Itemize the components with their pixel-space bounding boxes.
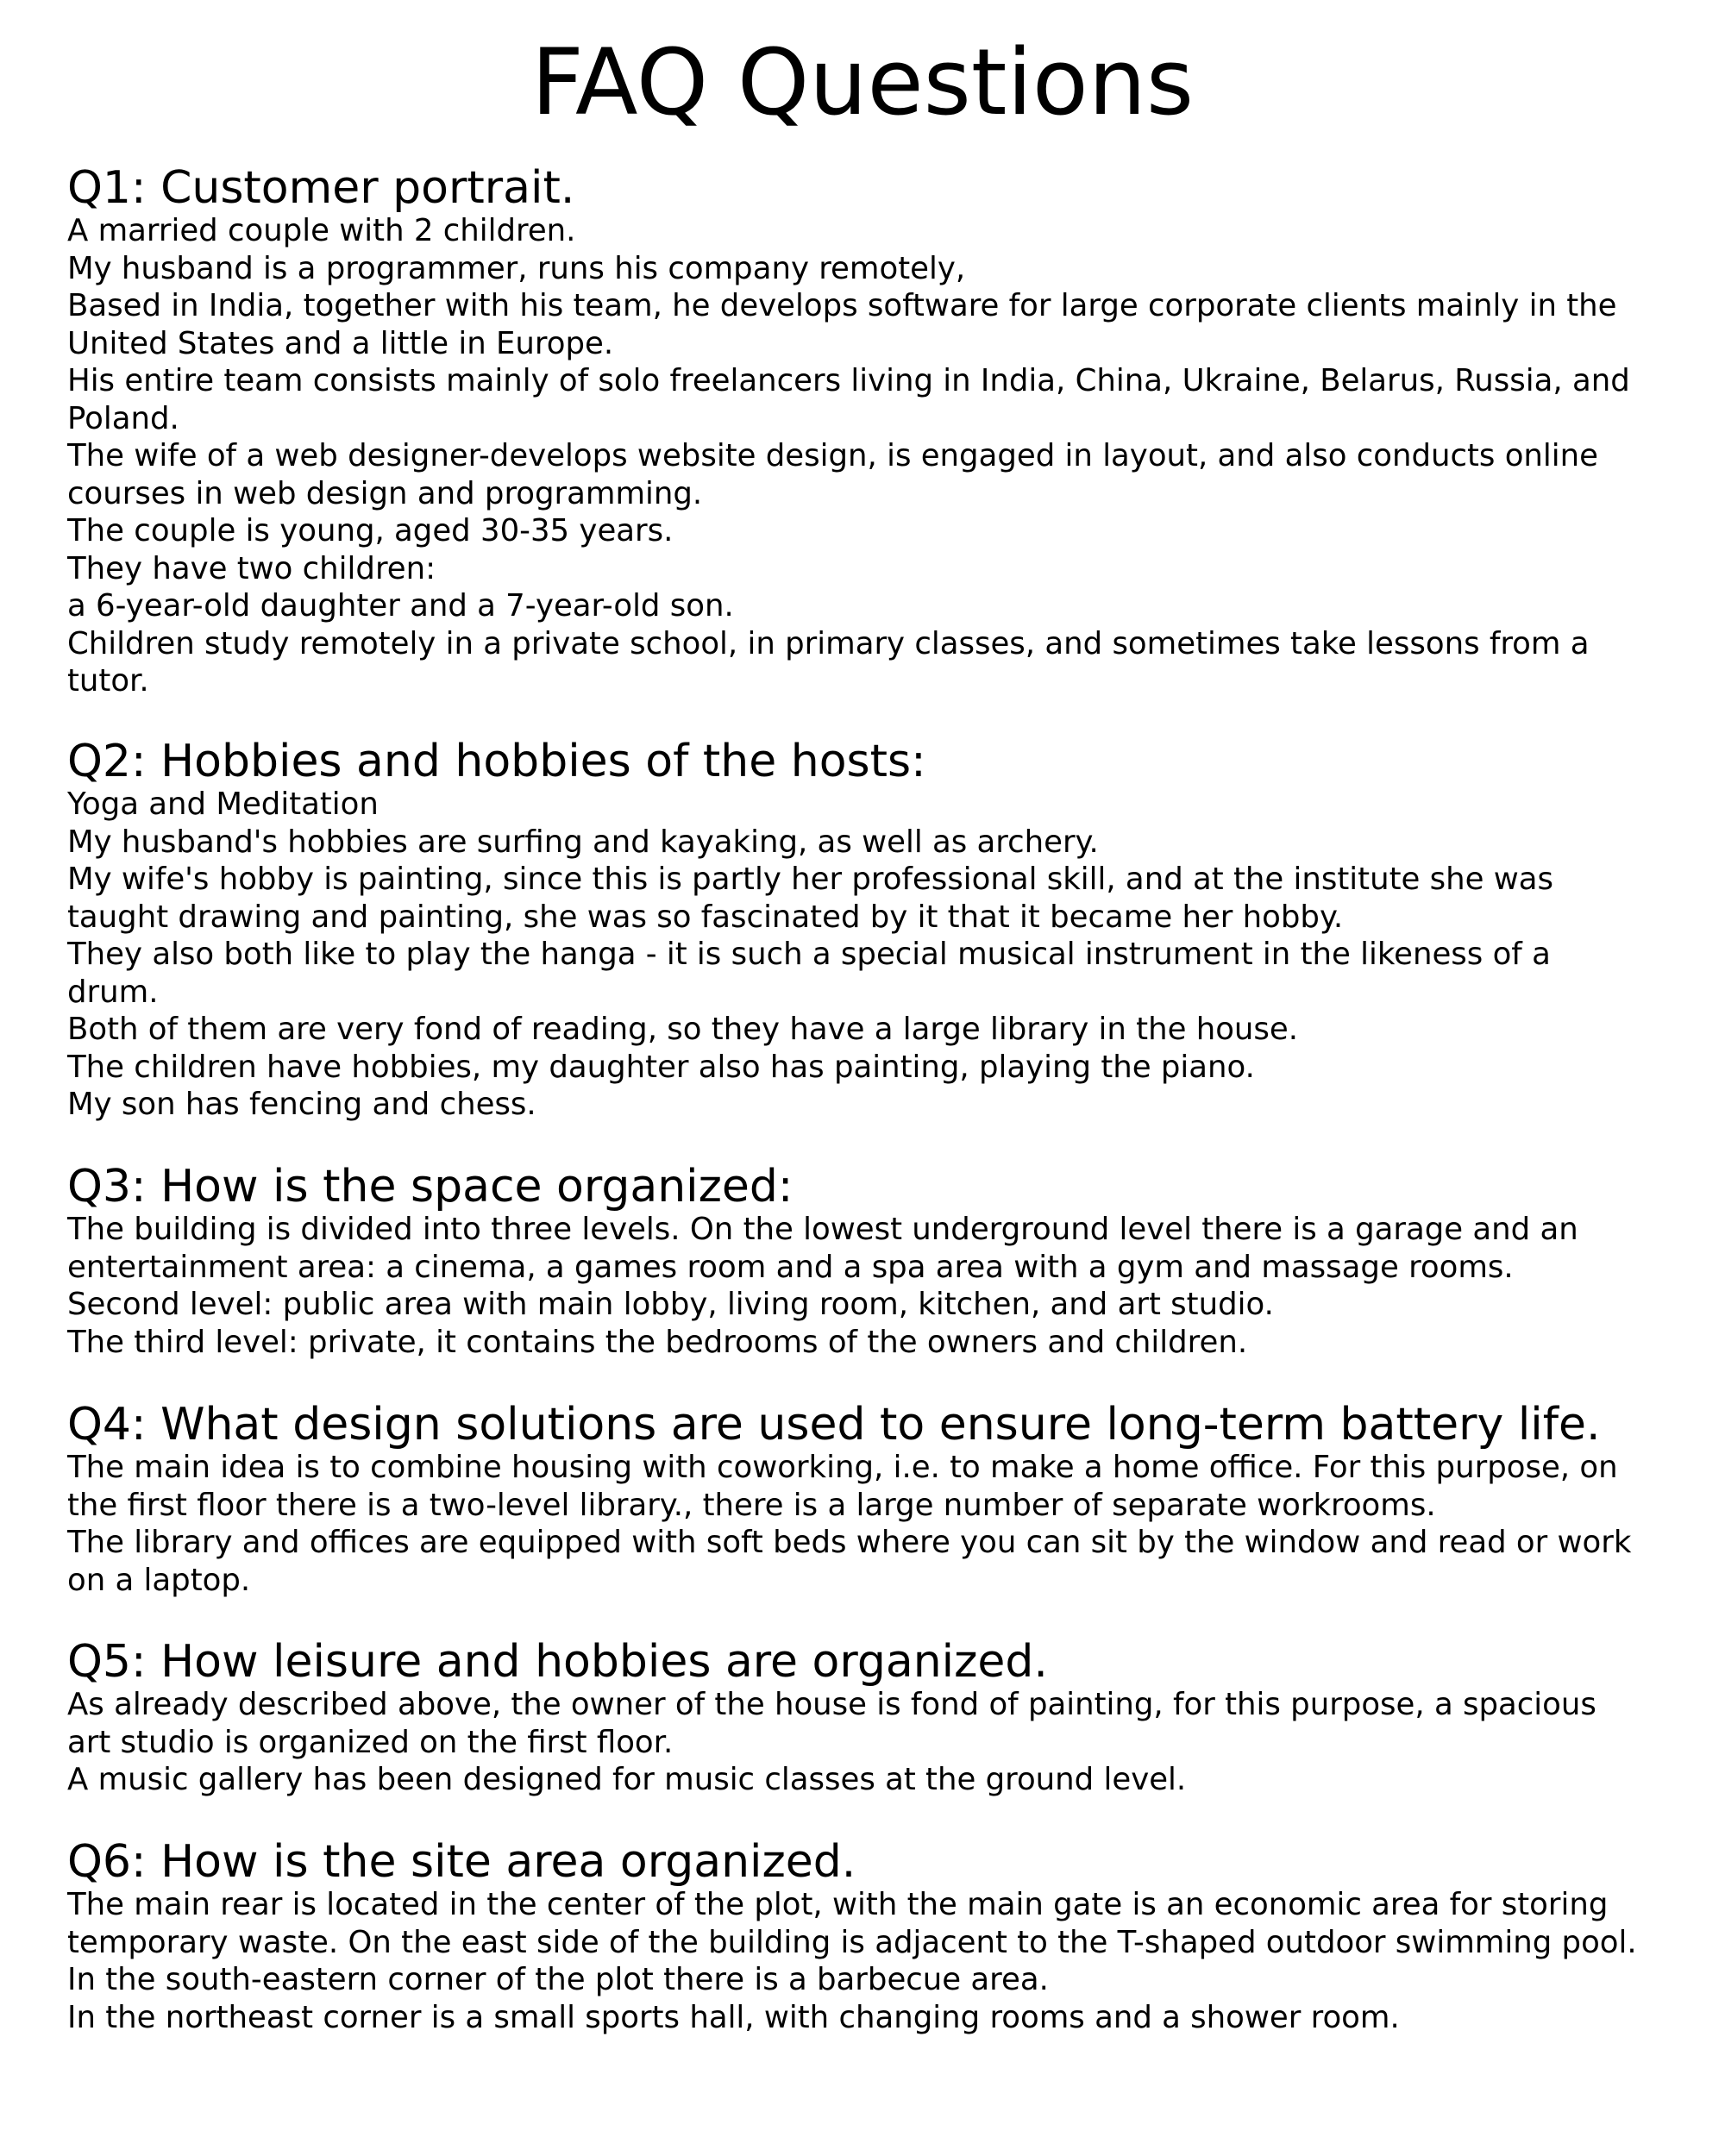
faq-question-6: Q6: How is the site area organized. — [67, 1836, 856, 1888]
page-title: FAQ Questions — [530, 29, 1195, 135]
faq-item-2 — [67, 737, 1706, 1124]
faq-answer-1: A married couple with 2 children. My husband is a programmer, runs his company remotely, Based in India, together with his team, he develops software for large corporate clients mainly in the United States and a little in Europe. His entire team consists mainly of solo freelancers living in India, China, Ukraine, Belarus, Russia, and Poland. The wife of a web designer-develops website design, is engaged in layout, and also conducts online courses in web design and programming. The couple is young, aged 30-35 years. They have two children: a 6-year-old daughter and a 7-year-old son. Children study remotely in a private school, in primary classes, and sometimes take lessons from a tutor. — [67, 213, 1630, 699]
faq-answer-4: The main idea is to combine housing with coworking, i.e. to make a home office. For this purpose, on the first floor there is a two-level library., there is a large number of separate workrooms. The library and offices are equipped with soft beds where you can sit by the window and read or work on a laptop. — [67, 1450, 1632, 1598]
faq-item-3 — [67, 1163, 1706, 1361]
faq-question-4: Q4: What design solutions are used to ensure long-term battery life. — [67, 1399, 1601, 1451]
faq-question-5: Q5: How leisure and hobbies are organized. — [67, 1636, 1048, 1688]
faq-answer-3: The building is divided into three levels. On the lowest underground level there is a garage and an entertainment area: a cinema, a games room and a spa area with a gym and massage rooms. Second level: public area with main lobby, living room, kitchen, and art studio. The third level: private, it contains the bedrooms of the owners and children. — [67, 1212, 1578, 1360]
faq-answer-2: Yoga and Meditation My husband's hobbies are surfing and kayaking, as well as archery. My wife's hobby is painting, since this is partly her professional skill, and at the institute she was taught drawing and painting, she was so fascinated by it that it became her hobby. They also both like to play the hanga - it is such a special musical instrument in the likeness of a drum. Both of them are very fond of reading, so they have a large library in the house. The children have hobbies, my daughter also has painting, playing the piano. My son has fencing and chess. — [67, 787, 1554, 1122]
faq-item-5 — [67, 1638, 1706, 1799]
faq-question-3: Q3: How is the space organized: — [67, 1161, 794, 1213]
faq-item-4 — [67, 1401, 1706, 1599]
faq-question-2: Q2: Hobbies and hobbies of the hosts: — [67, 736, 926, 787]
faq-item-6 — [67, 1838, 1706, 2036]
faq-question-1: Q1: Customer portrait. — [67, 162, 575, 214]
faq-item-1 — [67, 164, 1706, 700]
faq-answer-6: The main rear is located in the center of the plot, with the main gate is an economic area for storing temporary waste. On the east side of the building is adjacent to the T-shaped outdoor swimming pool. In the south-eastern corner of the plot there is a barbecue area. In the northeast corner is a small sports hall, with changing rooms and a shower room. — [67, 1887, 1637, 2035]
faq-answer-5: As already described above, the owner of the house is fond of painting, for this purpose, a spacious art studio is organized on the first floor. A music gallery has been designed for music classes at the ground level. — [67, 1687, 1596, 1797]
